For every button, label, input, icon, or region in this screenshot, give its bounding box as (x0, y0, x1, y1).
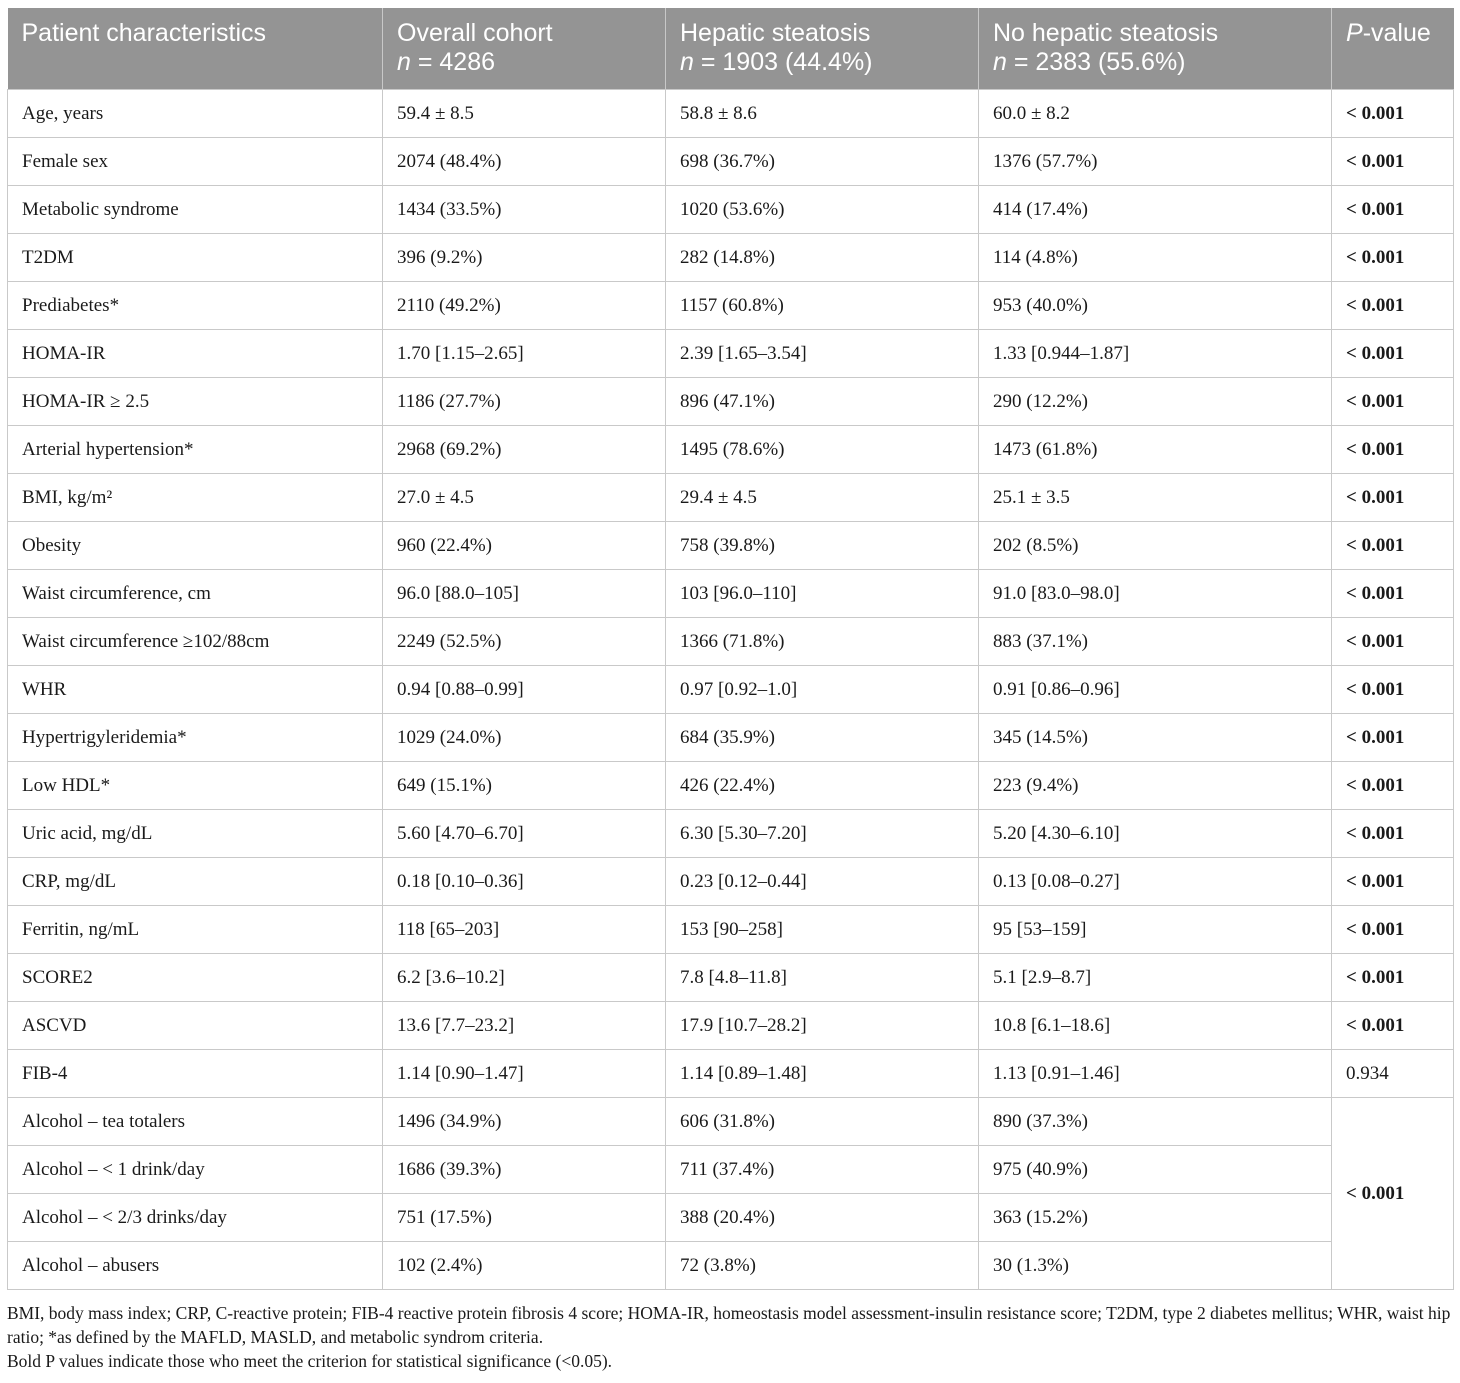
overall-value: 2074 (48.4%) (383, 138, 666, 186)
row-label: Alcohol – < 2/3 drinks/day (8, 1194, 383, 1242)
no-steatosis-value: 223 (9.4%) (979, 762, 1332, 810)
no-steatosis-value: 202 (8.5%) (979, 522, 1332, 570)
table-row (8, 234, 1454, 282)
no-steatosis-value: 1.33 [0.944–1.87] (979, 330, 1332, 378)
header-no-hepatic-steatosis-n: n = 2383 (55.6%) (993, 48, 1186, 76)
steatosis-value: 1366 (71.8%) (666, 618, 979, 666)
overall-value: 1.70 [1.15–2.65] (383, 330, 666, 378)
table-row (8, 858, 1454, 906)
table-row (8, 474, 1454, 522)
overall-value: 13.6 [7.7–23.2] (383, 1002, 666, 1050)
row-label: Arterial hypertension* (8, 426, 383, 474)
steatosis-value: 0.23 [0.12–0.44] (666, 858, 979, 906)
header-overall-cohort-n: n = 4286 (397, 48, 496, 76)
overall-value: 0.94 [0.88–0.99] (383, 666, 666, 714)
row-label: Hypertrigyleridemia* (8, 714, 383, 762)
row-label: Waist circumference, cm (8, 570, 383, 618)
overall-value: 0.18 [0.10–0.36] (383, 858, 666, 906)
overall-value: 2110 (49.2%) (383, 282, 666, 330)
steatosis-value: 153 [90–258] (666, 906, 979, 954)
steatosis-value: 896 (47.1%) (666, 378, 979, 426)
no-steatosis-value: 290 (12.2%) (979, 378, 1332, 426)
steatosis-value: 606 (31.8%) (666, 1098, 979, 1146)
p-value: 0.934 (1332, 1050, 1454, 1098)
p-value: < 0.001 (1332, 378, 1454, 426)
steatosis-value: 388 (20.4%) (666, 1194, 979, 1242)
table-row (8, 954, 1454, 1002)
steatosis-value: 698 (36.7%) (666, 138, 979, 186)
no-steatosis-value: 1.13 [0.91–1.46] (979, 1050, 1332, 1098)
p-value: < 0.001 (1332, 282, 1454, 330)
alcohol-p-value: < 0.001 (1332, 1098, 1454, 1290)
bold-p-note: Bold P values indicate those who meet the criterion for statistical significance (<0.05). (7, 1351, 613, 1371)
no-steatosis-value: 5.20 [4.30–6.10] (979, 810, 1332, 858)
table-row (8, 90, 1454, 138)
row-label: Alcohol – tea totalers (8, 1098, 383, 1146)
table-row (8, 810, 1454, 858)
table-row-alcohol (8, 1194, 1454, 1242)
table-row-alcohol (8, 1098, 1454, 1146)
table-row-alcohol (8, 1242, 1454, 1290)
p-value: < 0.001 (1332, 1002, 1454, 1050)
p-value: < 0.001 (1332, 762, 1454, 810)
overall-value: 2249 (52.5%) (383, 618, 666, 666)
no-steatosis-value: 890 (37.3%) (979, 1098, 1332, 1146)
row-label: WHR (8, 666, 383, 714)
p-value: < 0.001 (1332, 906, 1454, 954)
overall-value: 1029 (24.0%) (383, 714, 666, 762)
overall-value: 1496 (34.9%) (383, 1098, 666, 1146)
no-steatosis-value: 345 (14.5%) (979, 714, 1332, 762)
steatosis-value: 58.8 ± 8.6 (666, 90, 979, 138)
table-row (8, 186, 1454, 234)
steatosis-value: 1157 (60.8%) (666, 282, 979, 330)
no-steatosis-value: 883 (37.1%) (979, 618, 1332, 666)
row-label: Low HDL* (8, 762, 383, 810)
table-row (8, 378, 1454, 426)
table-row (8, 1002, 1454, 1050)
overall-value: 396 (9.2%) (383, 234, 666, 282)
row-label: SCORE2 (8, 954, 383, 1002)
p-value: < 0.001 (1332, 90, 1454, 138)
table-row (8, 570, 1454, 618)
row-label: HOMA-IR ≥ 2.5 (8, 378, 383, 426)
table-footnotes (7, 1301, 1453, 1373)
overall-value: 1186 (27.7%) (383, 378, 666, 426)
header-row (8, 8, 1454, 90)
table-row (8, 522, 1454, 570)
row-label: FIB-4 (8, 1050, 383, 1098)
header-hepatic-steatosis-n: n = 1903 (44.4%) (680, 48, 873, 76)
no-steatosis-value: 1473 (61.8%) (979, 426, 1332, 474)
no-steatosis-value: 363 (15.2%) (979, 1194, 1332, 1242)
overall-value: 118 [65–203] (383, 906, 666, 954)
no-steatosis-value: 60.0 ± 8.2 (979, 90, 1332, 138)
row-label: Female sex (8, 138, 383, 186)
table-row (8, 618, 1454, 666)
no-steatosis-value: 953 (40.0%) (979, 282, 1332, 330)
steatosis-value: 758 (39.8%) (666, 522, 979, 570)
no-steatosis-value: 95 [53–159] (979, 906, 1332, 954)
row-label: Obesity (8, 522, 383, 570)
steatosis-value: 17.9 [10.7–28.2] (666, 1002, 979, 1050)
row-label: Waist circumference ≥102/88cm (8, 618, 383, 666)
p-value: < 0.001 (1332, 522, 1454, 570)
steatosis-value: 1.14 [0.89–1.48] (666, 1050, 979, 1098)
no-steatosis-value: 0.91 [0.86–0.96] (979, 666, 1332, 714)
steatosis-value: 29.4 ± 4.5 (666, 474, 979, 522)
abbreviations-note: BMI, body mass index; CRP, C-reactive protein; FIB-4 reactive protein fibrosis 4 score; HOMA-IR, homeostasis model assessment-insulin resistance score; T2DM, type 2 diabetes mellitus; WHR, waist hip ratio; *as defined by the MAFLD, MASLD, and metabolic syndrom criteria. (7, 1303, 1451, 1347)
row-label: Ferritin, ng/mL (8, 906, 383, 954)
p-value: < 0.001 (1332, 714, 1454, 762)
patient-characteristics-table (7, 8, 1454, 1290)
row-label: Alcohol – < 1 drink/day (8, 1146, 383, 1194)
header-overall-cohort: Overall cohort n = 4286 (383, 8, 666, 90)
steatosis-value: 7.8 [4.8–11.8] (666, 954, 979, 1002)
overall-value: 96.0 [88.0–105] (383, 570, 666, 618)
p-value: < 0.001 (1332, 810, 1454, 858)
table-container (7, 8, 1453, 1290)
overall-value: 6.2 [3.6–10.2] (383, 954, 666, 1002)
header-hepatic-steatosis: Hepatic steatosis n = 1903 (44.4%) (666, 8, 979, 90)
steatosis-value: 426 (22.4%) (666, 762, 979, 810)
steatosis-value: 711 (37.4%) (666, 1146, 979, 1194)
steatosis-value: 72 (3.8%) (666, 1242, 979, 1290)
p-value: < 0.001 (1332, 858, 1454, 906)
overall-value: 960 (22.4%) (383, 522, 666, 570)
table-row (8, 906, 1454, 954)
no-steatosis-value: 414 (17.4%) (979, 186, 1332, 234)
row-label: Prediabetes* (8, 282, 383, 330)
row-label: Age, years (8, 90, 383, 138)
row-label: T2DM (8, 234, 383, 282)
overall-value: 1686 (39.3%) (383, 1146, 666, 1194)
no-steatosis-value: 25.1 ± 3.5 (979, 474, 1332, 522)
overall-value: 102 (2.4%) (383, 1242, 666, 1290)
steatosis-value: 6.30 [5.30–7.20] (666, 810, 979, 858)
header-no-hepatic-steatosis: No hepatic steatosis n = 2383 (55.6%) (979, 8, 1332, 90)
p-value: < 0.001 (1332, 618, 1454, 666)
table-row (8, 762, 1454, 810)
overall-value: 2968 (69.2%) (383, 426, 666, 474)
no-steatosis-value: 30 (1.3%) (979, 1242, 1332, 1290)
row-label: ASCVD (8, 1002, 383, 1050)
table-row (8, 138, 1454, 186)
row-label: HOMA-IR (8, 330, 383, 378)
no-steatosis-value: 0.13 [0.08–0.27] (979, 858, 1332, 906)
p-value: < 0.001 (1332, 234, 1454, 282)
row-label: Uric acid, mg/dL (8, 810, 383, 858)
steatosis-value: 684 (35.9%) (666, 714, 979, 762)
table-body (8, 90, 1454, 1290)
no-steatosis-value: 5.1 [2.9–8.7] (979, 954, 1332, 1002)
no-steatosis-value: 91.0 [83.0–98.0] (979, 570, 1332, 618)
overall-value: 59.4 ± 8.5 (383, 90, 666, 138)
row-label: Metabolic syndrome (8, 186, 383, 234)
table-row (8, 666, 1454, 714)
p-value: < 0.001 (1332, 138, 1454, 186)
table-row (8, 714, 1454, 762)
table-row (8, 426, 1454, 474)
no-steatosis-value: 975 (40.9%) (979, 1146, 1332, 1194)
table-row (8, 1050, 1454, 1098)
table-row (8, 330, 1454, 378)
steatosis-value: 282 (14.8%) (666, 234, 979, 282)
header-p-value: P-value (1332, 8, 1454, 90)
row-label: Alcohol – abusers (8, 1242, 383, 1290)
row-label: BMI, kg/m² (8, 474, 383, 522)
no-steatosis-value: 1376 (57.7%) (979, 138, 1332, 186)
header-patient-characteristics: Patient characteristics (8, 8, 383, 90)
p-value: < 0.001 (1332, 954, 1454, 1002)
overall-value: 27.0 ± 4.5 (383, 474, 666, 522)
no-steatosis-value: 114 (4.8%) (979, 234, 1332, 282)
row-label: CRP, mg/dL (8, 858, 383, 906)
no-steatosis-value: 10.8 [6.1–18.6] (979, 1002, 1332, 1050)
overall-value: 751 (17.5%) (383, 1194, 666, 1242)
steatosis-value: 0.97 [0.92–1.0] (666, 666, 979, 714)
overall-value: 1.14 [0.90–1.47] (383, 1050, 666, 1098)
p-value: < 0.001 (1332, 570, 1454, 618)
steatosis-value: 1495 (78.6%) (666, 426, 979, 474)
table-row (8, 282, 1454, 330)
overall-value: 649 (15.1%) (383, 762, 666, 810)
p-value: < 0.001 (1332, 330, 1454, 378)
p-value: < 0.001 (1332, 186, 1454, 234)
overall-value: 1434 (33.5%) (383, 186, 666, 234)
steatosis-value: 1020 (53.6%) (666, 186, 979, 234)
overall-value: 5.60 [4.70–6.70] (383, 810, 666, 858)
steatosis-value: 103 [96.0–110] (666, 570, 979, 618)
table-row-alcohol (8, 1146, 1454, 1194)
steatosis-value: 2.39 [1.65–3.54] (666, 330, 979, 378)
p-value: < 0.001 (1332, 474, 1454, 522)
p-value: < 0.001 (1332, 666, 1454, 714)
p-value: < 0.001 (1332, 426, 1454, 474)
